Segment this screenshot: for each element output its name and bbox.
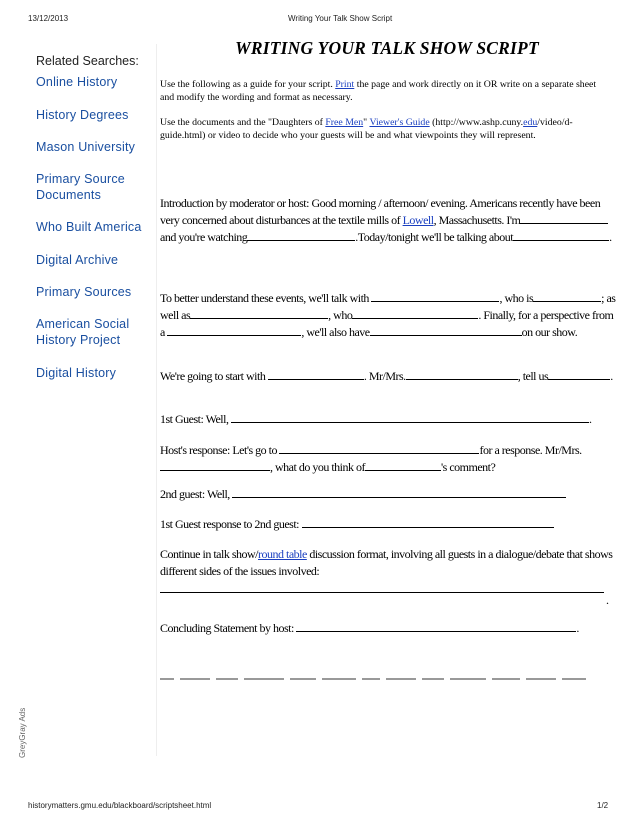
blank-guest-1[interactable] [371, 290, 499, 302]
intro-paragraph-2: Use the documents and the "Daughters of Free Men" Viewer's Guide (http://www.ashp.cuny.edu/video/d-guide.html) or video to decide who your guests will be and what viewpoints they will represent. [160, 117, 573, 141]
viewers-guide-link[interactable]: Viewer's Guide [369, 117, 430, 128]
second-guest-line: 2nd guest: Well, [160, 486, 616, 503]
blank-guest-2[interactable] [190, 307, 328, 319]
cut-off-text-line [160, 678, 600, 684]
related-searches-title: Related Searches: [36, 54, 139, 68]
host-response-paragraph: Host's response: Let's go to for a response. Mr/Mrs., what do you think of 's comment? [160, 443, 582, 474]
concluding-line: Concluding Statement by host: . [160, 621, 579, 635]
footer-page-number: 1/2 [597, 801, 609, 810]
blank-tell-us[interactable] [548, 368, 610, 380]
blank-mr-mrs-2[interactable] [160, 459, 270, 471]
blank-first-guest-response[interactable] [231, 411, 589, 423]
discussion-end-period: . [606, 593, 609, 607]
related-link-primary-sources[interactable]: Primary Sources [36, 285, 132, 299]
discussion-paragraph: Continue in talk show/round table discussion format, involving all guests in a dialogue/debate that shows different sides of the issues involved: [160, 547, 613, 578]
related-link-online-history[interactable]: Online History [36, 75, 118, 89]
related-link-who-built-america[interactable]: Who Built America [36, 220, 142, 234]
related-link-american-social-history-project[interactable]: American Social History Project [36, 317, 130, 347]
intro-paragraph-1: Use the following as a guide for your script. Print the page and work directly on it OR write on a separate sheet and modify the wording and format as necessary. [160, 79, 597, 103]
related-link-primary-source-documents[interactable]: Primary Source Documents [36, 172, 125, 202]
blank-guest-1-role[interactable] [533, 290, 601, 302]
start-paragraph: We're going to start with . Mr/Mrs. , tell us . [160, 369, 613, 383]
document-title: WRITING YOUR TALK SHOW SCRIPT [235, 38, 539, 58]
blank-comment-of[interactable] [365, 459, 441, 471]
blank-guest-2-role[interactable] [352, 307, 478, 319]
blank-response-from[interactable] [279, 442, 479, 454]
blank-show-name[interactable] [247, 229, 355, 241]
blank-topic[interactable] [513, 229, 609, 241]
related-link-history-degrees[interactable]: History Degrees [36, 108, 129, 122]
free-men-link[interactable]: Free Men [325, 117, 364, 128]
related-link-digital-history[interactable]: Digital History [36, 366, 117, 380]
print-date: 13/12/2013 [28, 14, 69, 23]
ads-label: GreyGray Ads [18, 707, 27, 758]
related-link-digital-archive[interactable]: Digital Archive [36, 253, 119, 267]
first-guest-line: 1st Guest: Well, . [160, 412, 592, 426]
guests-paragraph: To better understand these events, we'll talk with , who is ; as well as , who . Finally, for a perspective from a , we'll also have on our show. [160, 291, 616, 339]
blank-perspective[interactable] [167, 324, 301, 336]
print-link[interactable]: Print [335, 79, 355, 90]
blank-guest-3[interactable] [370, 324, 522, 336]
first-guest-reply-line: 1st Guest response to 2nd guest: [160, 516, 616, 533]
round-table-link[interactable]: round table [258, 547, 307, 561]
edu-link[interactable]: edu [523, 117, 538, 128]
print-page-title: Writing Your Talk Show Script [288, 14, 393, 23]
related-link-mason-university[interactable]: Mason University [36, 140, 136, 154]
blank-concluding-statement[interactable] [296, 620, 576, 632]
introduction-paragraph: Introduction by moderator or host: Good morning / afternoon/ evening. Americans recently have been very concerned about disturbances at the textile mills of Lowell, Massachusetts. I'm and you're watching .Today/tonight we'll be talking about . [160, 196, 612, 244]
blank-host-name[interactable] [520, 212, 608, 224]
blank-first-guest-reply[interactable] [302, 516, 554, 528]
lowell-link[interactable]: Lowell [402, 213, 434, 227]
blank-discussion-line[interactable] [160, 592, 604, 593]
blank-mr-mrs-1[interactable] [406, 368, 518, 380]
blank-second-guest-response[interactable] [232, 486, 566, 498]
blank-first-guest[interactable] [268, 368, 364, 380]
footer-url: historymatters.gmu.edu/blackboard/scriptsheet.html [28, 801, 212, 810]
